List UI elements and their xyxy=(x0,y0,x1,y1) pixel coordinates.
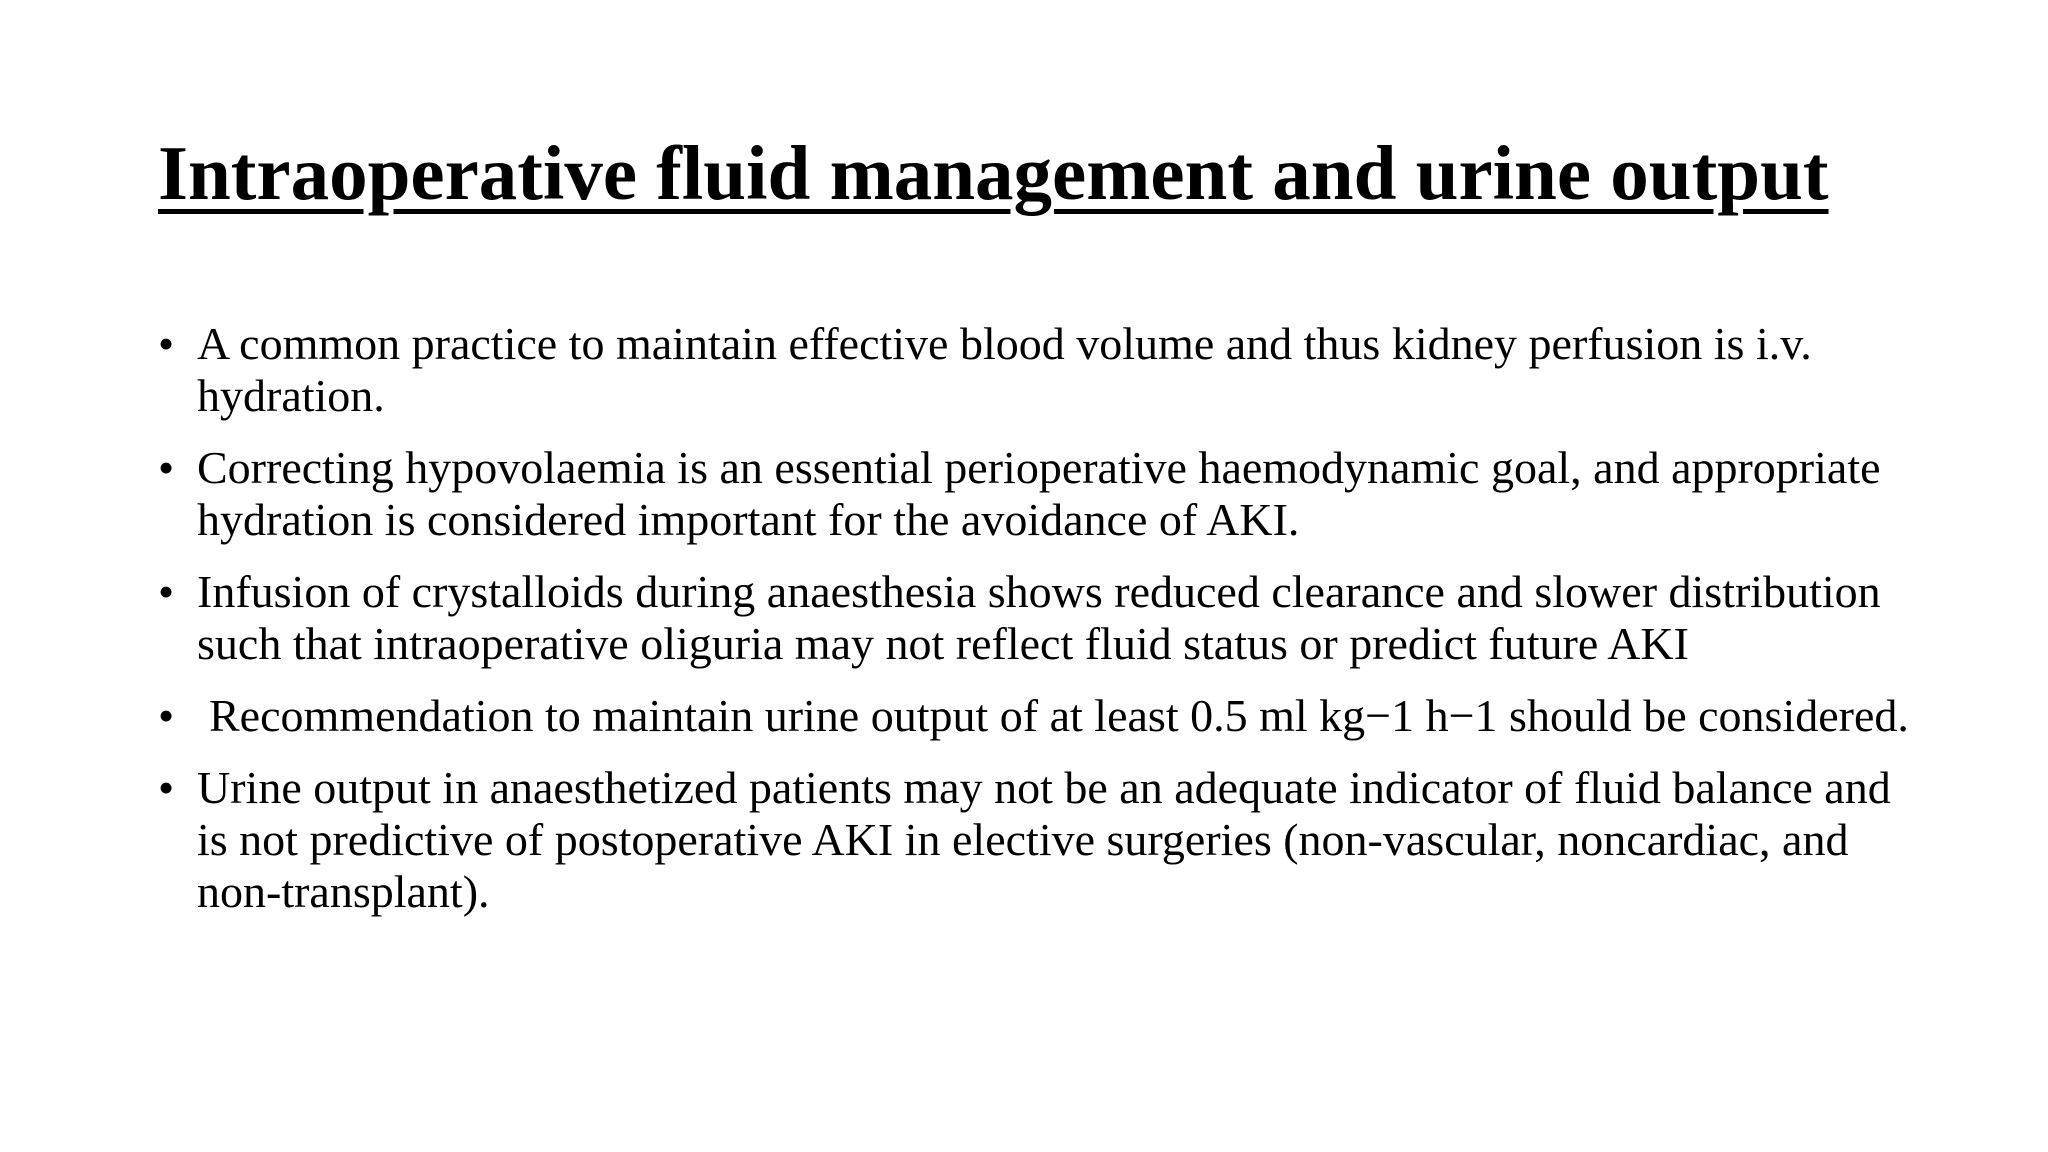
bullet-text: Infusion of crystalloids during anaesthesia shows reduced clearance and slower distribution such that intraoperative oliguria may not reflect fluid status or predict future AKI xyxy=(197,566,1881,669)
bullet-item xyxy=(158,566,1918,670)
bullet-item xyxy=(158,318,1918,422)
slide-title: Intraoperative fluid management and urine output xyxy=(158,130,1829,216)
bullet-text: A common practice to maintain effective blood volume and thus kidney perfusion is i.v. hydration. xyxy=(197,318,1812,421)
bullet-point-icon: • xyxy=(158,690,175,741)
bullet-point-icon: • xyxy=(158,318,175,369)
bullet-text: Urine output in anaesthetized patients may not be an adequate indicator of fluid balance and is not predictive of postoperative AKI in elective surgeries (non-vascular, noncardiac, and non-transplant). xyxy=(197,762,1891,917)
bullet-point-icon: • xyxy=(158,566,175,617)
bullet-item xyxy=(158,442,1918,546)
bullet-point-icon: • xyxy=(158,442,175,493)
bullet-list xyxy=(158,318,1918,938)
bullet-item xyxy=(158,762,1918,918)
bullet-point-icon: • xyxy=(158,762,175,813)
bullet-item xyxy=(158,690,1918,742)
bullet-text: Correcting hypovolaemia is an essential perioperative haemodynamic goal, and appropriate hydration is considered important for the avoidance of AKI. xyxy=(197,442,1881,545)
bullet-text: Recommendation to maintain urine output of at least 0.5 ml kg−1 h−1 should be considered. xyxy=(209,690,1909,741)
